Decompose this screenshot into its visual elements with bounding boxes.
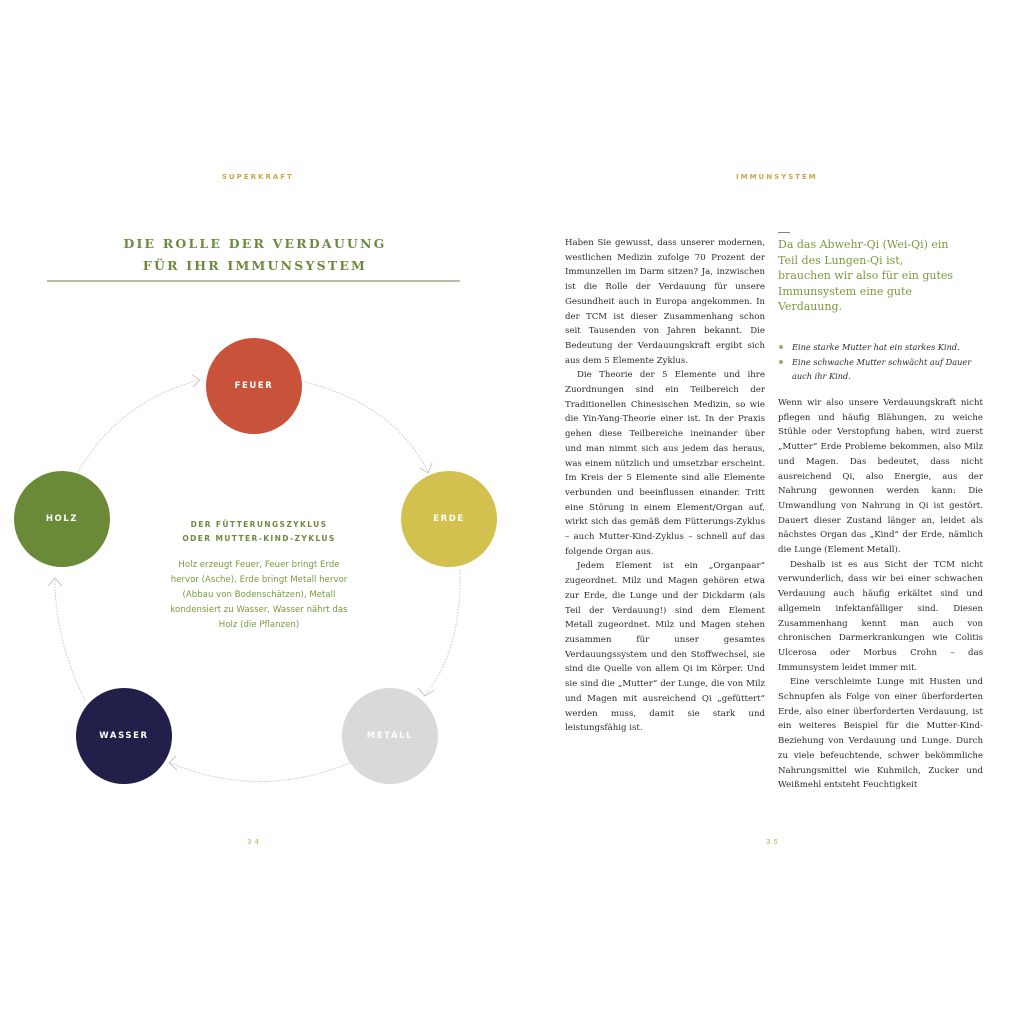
cycle-text: Holz erzeugt Feuer, Feuer bringt Erde hervor (Asche), Erde bringt Metall hervor (Abbau von Bodenschätzen), Metall kondensiert zu Wasser, Wasser nährt das Holz (die Pflanzen): [170, 560, 348, 630]
arrow-feuer-erde: [305, 382, 428, 472]
right-page: [512, 0, 1024, 1024]
bullet-list: [778, 340, 988, 384]
body-column-2: [778, 396, 983, 793]
bullet-icon: [779, 360, 783, 364]
node-erde-label: ERDE: [433, 514, 465, 524]
running-head-left: SUPERKRAFT: [222, 173, 294, 181]
paragraph: Die Theorie der 5 Elemente und ihre Zuordnungen sind ein Teilbereich der Traditionellen Chinesischen Medizin, so wie die Yin-Yang-Theorie einer ist. In der Praxis gehen diese Teilbereiche ineinander über und man nimmt sich aus jedem das heraus, was einem nützlich und umsetzbar erscheint. Im Kreis der 5 Elemente sind alle Elemente verbunden und beeinflussen einander. Tritt eine Störung in einem Element/Organ auf, wirkt sich das gemäß dem Fütterungs-Zyklus – auch Mutter-Kind-Zyklus – schnell auf das folgende Organ aus.: [565, 370, 765, 557]
cycle-heading-line-2: ODER MUTTER-KIND-ZYKLUS: [182, 534, 336, 543]
node-wasser-label: WASSER: [99, 731, 149, 741]
cycle-heading: [167, 518, 351, 546]
cycle-heading-line-1: DER FÜTTERUNGSZYKLUS: [190, 520, 328, 529]
node-holz-label: HOLZ: [45, 514, 79, 524]
body-column-1: [565, 236, 765, 736]
bullet-icon: [779, 345, 783, 349]
pull-quote-text: Da das Abwehr-Qi (Wei-Qi) ein Teil des Lungen-Qi ist, brauchen wir also für ein gutes Immunsystem eine gute Verdauung.: [778, 238, 954, 314]
title-line-1: DIE ROLLE DER VERDAUUNG: [123, 236, 387, 251]
node-feuer-label: FEUER: [234, 381, 274, 391]
paragraph: Jedem Element ist ein „Organpaar“ zugeordnet. Milz und Magen gehören etwa zur Erde, die Lunge und der Dickdarm (als Teil der Verdauung!) sind dem Element Metall zugeordnet. Milz und Magen stehen zusammen für unser gesamtes Verdauungssystem und den Stoffwechsel, sie sind die Quelle von allem Qi im Körper. Und sie sind die „Mutter“ der Lunge, die von Milz und Magen mit ausreichend Qi „gefüttert“ werden muss, damit sie stark und leistungsfähig ist.: [565, 561, 765, 734]
page-number-left: 34: [247, 838, 262, 846]
quote-dash: [778, 232, 790, 233]
node-metall: [342, 688, 438, 784]
page-number-right: 35: [766, 838, 781, 846]
node-metall-label: METALL: [366, 731, 414, 741]
arrow-holz-feuer: [78, 380, 200, 472]
list-item: [778, 340, 988, 355]
node-erde: [401, 471, 497, 567]
page-title: [120, 233, 390, 277]
cycle-description: [167, 518, 351, 633]
title-divider: [47, 280, 460, 282]
arrow-erde-metall: [425, 570, 460, 695]
running-head-right: IMMUNSYSTEM: [736, 173, 818, 181]
pull-quote: [778, 232, 958, 315]
paragraph: Wenn wir also unsere Verdauungskraft nicht pflegen und häufig Blähungen, zu weiche Stühle oder Verstopfung haben, wird zuerst „Mutter“ Erde Probleme bekommen, also Milz und Magen. Das bedeutet, dass nicht ausreichend Qi, also Energie, aus der Nahrung gewonnen werden kann: Die Umwandlung von Nahrung in Qi ist gestört. Dauert dieser Zustand länger an, leidet als nächstes Organ das „Kind“ der Erde, nämlich die Lunge (Element Metall).: [778, 398, 983, 556]
node-holz: [14, 471, 110, 567]
arrowhead-holz: [48, 578, 62, 586]
paragraph: Haben Sie gewusst, dass unserer modernen, westlichen Medizin zufolge 70 Prozent der Immunzellen im Darm sitzen? Ja, inzwischen ist die Rolle der Verdauung für unsere Gesundheit auch in Europa angekommen. In der TCM ist dieser Zusammenhang schon seit Tausenden von Jahren bekannt. Die Bedeutung der Verdauungskraft ergibt sich aus dem 5 Elemente Zyklus.: [565, 238, 765, 366]
five-elements-diagram: [0, 320, 520, 800]
arrow-wasser-holz: [55, 580, 85, 700]
list-item-text: Eine starke Mutter hat ein starkes Kind.: [792, 342, 960, 352]
arrow-metall-wasser: [170, 763, 350, 782]
node-wasser: [76, 688, 172, 784]
title-line-2: FÜR IHR IMMUNSYSTEM: [142, 258, 368, 273]
arrowhead-metall: [418, 688, 434, 696]
arrowhead-wasser: [169, 756, 177, 770]
paragraph: Deshalb ist es aus Sicht der TCM nicht verwunderlich, dass wir bei einer schwachen Verdauung auch häufig erkältet sind und allgemein infektanfälliger sind. Diesen Zusammenhang kennt man auch von chronischen Darmerkrankungen wie Colitis Ulcerosa oder Morbus Crohn – das Immunsystem leidet immer mit.: [778, 559, 983, 673]
node-feuer: [206, 338, 302, 434]
list-item: [778, 355, 988, 384]
paragraph: Eine verschleimte Lunge mit Husten und Schnupfen als Folge von einer überforderten Erde, also einer überforderten Verdauung, ist ein weiteres Beispiel für die Mutter-Kind-Beziehung von Verdauung und Lunge. Durch zu viele befeuchtende, schwer bekömmliche Nahrungsmittel wie Kuhmilch, Zucker und Weißmehl entsteht Feuchtigkeit: [778, 677, 983, 791]
list-item-text: Eine schwache Mutter schwächt auf Dauer auch ihr Kind.: [792, 356, 972, 381]
